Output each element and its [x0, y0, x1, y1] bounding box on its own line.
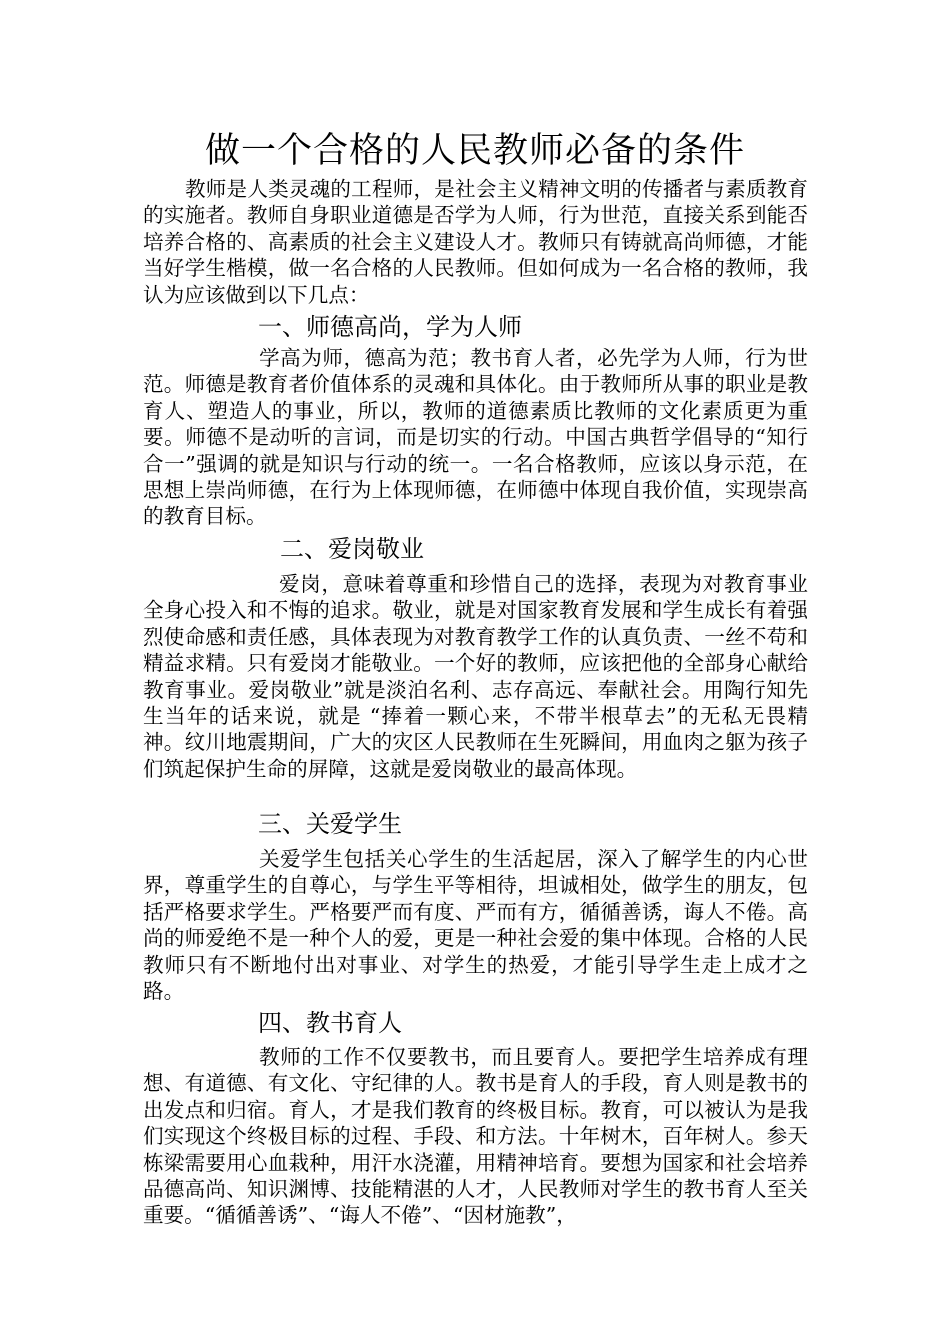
document-title: 做一个合格的人民教师必备的条件 [204, 131, 745, 171]
section-1-heading: 一、师德高尚，学为人师 [258, 313, 522, 341]
section-2-heading: 二、爱岗敬业 [280, 535, 424, 563]
section-4-heading: 四、教书育人 [258, 1009, 402, 1037]
intro-paragraph: 教师是人类灵魂的工程师，是社会主义精神文明的传播者与素质教育的实施者。教师自身职业道德是否学为人师，行为世范，直接关系到能否培养合格的、高素质的社会主义建设人才。教师只有铸就高尚师德，才能当好学生楷模，做一名合格的人民教师。但如何成为一名合格的教师，我认为应该做到以下几点： [143, 177, 808, 307]
section-1-paragraph: 学高为师，德高为范；教书育人者，必先学为人师，行为世范。师德是教育者价值体系的灵魂和具体化。由于教师所从事的职业是教育人、塑造人的事业，所以，教师的道德素质比教师的文化素质更为重要。师德不是动听的言词，而是切实的行动。中国古典哲学倡导的“知行合一”强调的就是知识与行动的统一。一名合格教师，应该以身示范，在思想上崇尚师德，在行为上体现师德，在师德中体现自我价值，实现崇高的教育目标。 [143, 346, 808, 529]
section-3-heading: 三、关爱学生 [258, 810, 402, 838]
section-4-paragraph: 教师的工作不仅要教书，而且要育人。要把学生培养成有理想、有道德、有文化、守纪律的人。教书是育人的手段，育人则是教书的出发点和归宿。育人，才是我们教育的终极目标。教育，可以被认为是我们实现这个终极目标的过程、手段、和方法。十年树木，百年树人。参天栋梁需要用心血栽种，用汗水浇灌，用精神培育。要想为国家和社会培养品德高尚、知识渊博、技能精湛的人才，人民教师对学生的教书育人至关重要。“循循善诱”、“诲人不倦”、“因材施教”， [143, 1045, 808, 1228]
section-2-paragraph: 爱岗，意味着尊重和珍惜自己的选择，表现为对教育事业全身心投入和不悔的追求。敬业，就是对国家教育发展和学生成长有着强烈使命感和责任感，具体表现为对教育教学工作的认真负责、一丝不苟和精益求精。只有爱岗才能敬业。一个好的教师，应该把他的全部身心献给教育事业。爱岗敬业”就是淡泊名利、志存高远、奉献社会。用陶行知先生当年的话来说，就是 “捧着一颗心来，不带半根草去”的无私无畏精神。纹川地震期间，广大的灾区人民教师在生死瞬间，用血肉之躯为孩子们筑起保护生命的屏障，这就是爱岗敬业的最高体现。 [143, 572, 808, 781]
section-3-paragraph: 关爱学生包括关心学生的生活起居，深入了解学生的内心世界，尊重学生的自尊心，与学生平等相待，坦诚相处，做学生的朋友，包括严格要求学生。严格要严而有度、严而有方，循循善诱，诲人不倦。高尚的师爱绝不是一种个人的爱，更是一种社会爱的集中体现。合格的人民教师只有不断地付出对事业、对学生的热爱，才能引导学生走上成才之路。 [143, 847, 808, 1004]
